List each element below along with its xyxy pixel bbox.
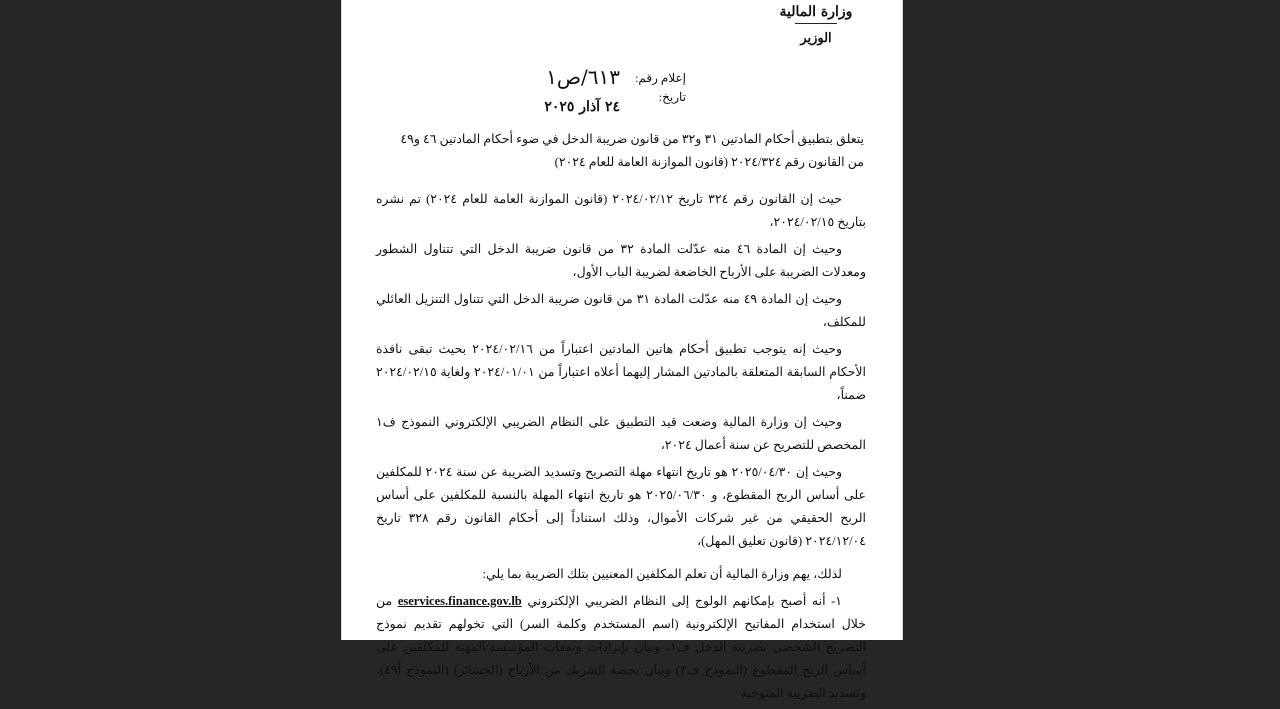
reference-date-row xyxy=(544,89,686,115)
item-1-rest: من خلال استخدام المفاتيح الإلكترونية (اسم المستخدم وكلمة السر) التي تخولهم تقديم نموذج التصريح الشخصي بضريبة الدخل ف١، وبيان بإيرادات ونفقات المؤسسة/المهنة للمكلفين على أساس الربح المقطوع (النموذج ف٣) وبيان بحصة الشريك من الأرباح (الخسائر) (النموذج أ٤٩)، وتسديد الضريبة المتوجبة xyxy=(376,594,867,700)
paragraph-6: وحيث إن ٢٠٢٥/٠٤/٣٠ هو تاريخ انتهاء مهلة التصريح وتسديد الضريبة عن سنة ٢٠٢٤ للمكلفين على أساس الربح المقطوع، و ٢٠٢٥/٠٦/٣٠ هو تاريخ انتهاء المهلة بالنسبة للمكلفين على أساس الربح الحقيقي من غير شركات الأموال، وذلك استناداً إلى أحكام القانون رقم ٣٢٨ تاريخ ٢٠٢٤/١٢/٠٤ (قانون تعليق المهل)، xyxy=(376,465,866,548)
letterhead-divider xyxy=(795,23,837,24)
letterhead xyxy=(776,0,856,48)
eservices-link[interactable]: eservices.finance.gov.lb xyxy=(397,594,522,608)
ministry-name: وزارة المالية xyxy=(779,4,853,20)
reference-number-value: ٦١٣/ص١ xyxy=(546,65,620,89)
document-page xyxy=(341,0,903,700)
subject-line-2: من القانون رقم ٢٠٢٤/٣٢٤ (قانون الموازنة العامة للعام ٢٠٢٤) xyxy=(554,155,864,169)
paragraph-3: وحيث إن المادة ٤٩ منه عدّلت المادة ٣١ من قانون ضريبة الدخل التي تتناول التنزيل العائلي للمكلف، xyxy=(376,292,866,329)
reference-block xyxy=(544,63,686,115)
reference-number-row xyxy=(544,63,686,89)
reference-date-value: ٢٤ آذار ٢٠٢٥ xyxy=(544,99,620,115)
item-1-prefix: ١- أنه أصبح بإمكانهم الولوج إلى النظام الضريبي الإلكتروني xyxy=(527,594,843,608)
reference-number-label: إعلام رقم: xyxy=(635,71,686,85)
reference-date-label: تاريخ: xyxy=(658,90,686,104)
paragraph-2: وحيث إن المادة ٤٦ منه عدّلت المادة ٣٢ من قانون ضريبة الدخل التي تتناول الشطور ومعدلات الضريبة على الأرباح الخاضعة لضريبة الباب الأول، xyxy=(376,242,866,279)
minister-title: الوزير xyxy=(800,31,832,46)
paragraph-1: حيث إن القانون رقم ٣٢٤ تاريخ ٢٠٢٤/٠٢/١٢ (قانون الموازنة العامة للعام ٢٠٢٤) تم نشره بتاريخ ٢٠٢٤/٠٢/١٥، xyxy=(376,192,866,229)
document-body xyxy=(376,188,866,709)
paragraph-4: وحيث إنه يتوجب تطبيق أحكام هاتين المادتين اعتباراً من ٢٠٢٤/٠٢/١٦ بحيث تبقى نافذة الأحكام السابقة المتعلقة بالمادتين المشار إليهما أعلاه اعتباراً من ٢٠٢٤/٠١/٠١ ولغاية ٢٠٢٤/٠٢/١٥ ضمناً، xyxy=(376,342,866,402)
paragraph-5: وحيث إن وزارة المالية وضعت قيد التطبيق على النظام الضريبي الإلكتروني النموذج ف١ المخصص للتصريح عن سنة أعمال ٢٠٢٤، xyxy=(376,415,866,452)
subject xyxy=(394,128,864,174)
item-1 xyxy=(376,590,866,705)
subject-line-1: يتعلق بتطبيق أحكام المادتين ٣١ و٣٢ من قانون ضريبة الدخل في ضوء أحكام المادتين ٤٦ و٤٩ xyxy=(400,132,864,146)
intro-paragraph: لذلك، يهم وزارة المالية أن تعلم المكلفين المعنيين بتلك الضريبة بما يلي: xyxy=(482,567,842,581)
